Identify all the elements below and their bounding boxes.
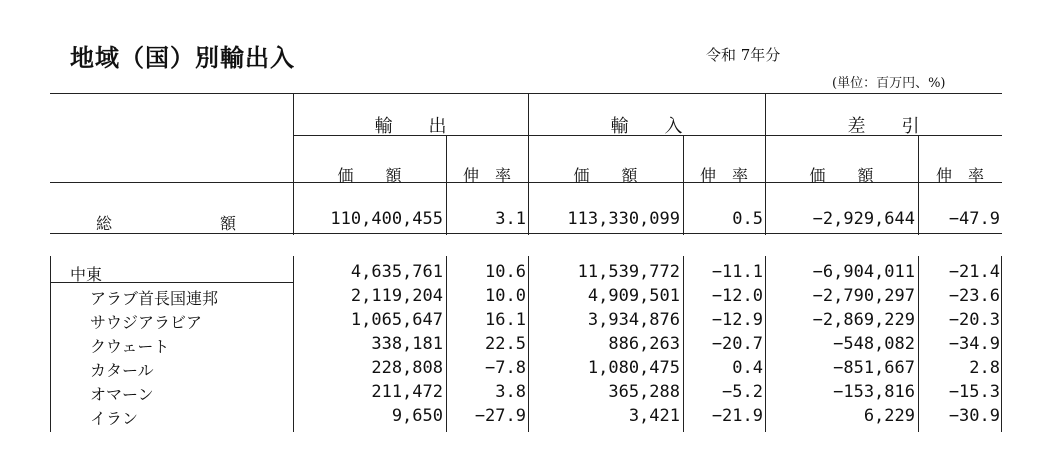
row-name: クウェート [90, 337, 170, 356]
header-import-growth: 伸 率 [699, 166, 748, 185]
header-export: 輸 出 [374, 116, 447, 137]
row-export-value: 4,635,761 [350, 262, 443, 282]
col-rule [1001, 256, 1002, 432]
total-label-left: 総 [96, 214, 113, 233]
total-export-value: 110,400,455 [330, 209, 443, 229]
row-balance-value: −153,816 [833, 382, 915, 402]
row-balance-growth: 2.8 [969, 358, 1000, 378]
row-export-value: 211,472 [371, 382, 443, 402]
row-name: アラブ首長国連邦 [90, 289, 219, 308]
row-import-growth: 0.4 [732, 358, 763, 378]
header-balance-value: 価 額 [809, 166, 874, 185]
total-import-value: 113,330,099 [567, 209, 680, 229]
row-name: イラン [90, 409, 139, 428]
row-export-value: 2,119,204 [350, 286, 443, 306]
unit-label: (単位：百万円、%) [832, 76, 946, 91]
total-balance-growth: −47.9 [948, 209, 1000, 229]
row-balance-value: −2,790,297 [812, 286, 915, 306]
row-import-value: 3,421 [628, 406, 680, 426]
row-name: サウジアラビア [90, 313, 203, 332]
row-balance-growth: −34.9 [948, 334, 1000, 354]
row-import-growth: −12.9 [711, 310, 763, 330]
row-export-value: 9,650 [391, 406, 443, 426]
row-balance-growth: −21.4 [948, 262, 1000, 282]
row-balance-growth: −23.6 [948, 286, 1000, 306]
row-balance-value: 6,229 [863, 406, 915, 426]
row-name: カタール [90, 361, 154, 380]
total-bottom-rule [50, 233, 1002, 234]
row-import-value: 4,909,501 [587, 286, 680, 306]
row-balance-value: −6,904,011 [812, 262, 915, 282]
row-import-value: 886,263 [608, 334, 680, 354]
row-balance-value: −851,667 [833, 358, 915, 378]
table-top-rule [50, 93, 1002, 94]
total-import-growth: 0.5 [732, 209, 763, 229]
row-import-value: 1,080,475 [587, 358, 680, 378]
page-title: 地域（国）別輸出入 [70, 43, 295, 72]
total-label-right: 額 [220, 214, 237, 233]
row-export-growth: 10.0 [485, 286, 526, 306]
row-export-growth: −7.8 [485, 358, 526, 378]
row-import-value: 11,539,772 [577, 262, 680, 282]
header-balance: 差 引 [847, 116, 920, 137]
header-import: 輸 入 [610, 116, 683, 137]
row-balance-value: −548,082 [833, 334, 915, 354]
period-label: 令和 7年分 [706, 46, 781, 64]
row-import-growth: −12.0 [711, 286, 763, 306]
header-export-value: 価 額 [337, 166, 402, 185]
header-import-value: 価 額 [573, 166, 638, 185]
total-export-growth: 3.1 [495, 209, 526, 229]
row-balance-value: −2,869,229 [812, 310, 915, 330]
header-export-growth: 伸 率 [462, 166, 511, 185]
row-balance-growth: −30.9 [948, 406, 1000, 426]
row-import-value: 365,288 [608, 382, 680, 402]
row-export-value: 228,808 [371, 358, 443, 378]
row-import-growth: −21.9 [711, 406, 763, 426]
total-balance-value: −2,929,644 [812, 209, 915, 229]
row-import-growth: −5.2 [722, 382, 763, 402]
row-import-growth: −11.1 [711, 262, 763, 282]
row-export-growth: −27.9 [474, 406, 526, 426]
row-import-value: 3,934,876 [587, 310, 680, 330]
row-export-value: 338,181 [371, 334, 443, 354]
row-export-growth: 22.5 [485, 334, 526, 354]
row-export-growth: 3.8 [495, 382, 526, 402]
row-import-growth: −20.7 [711, 334, 763, 354]
row-name: 中東 [70, 265, 103, 284]
header-balance-growth: 伸 率 [935, 166, 984, 185]
row-export-growth: 16.1 [485, 310, 526, 330]
row-balance-growth: −20.3 [948, 310, 1000, 330]
row-export-growth: 10.6 [485, 262, 526, 282]
row-balance-growth: −15.3 [948, 382, 1000, 402]
row-name: オマーン [90, 385, 154, 404]
row-export-value: 1,065,647 [350, 310, 443, 330]
